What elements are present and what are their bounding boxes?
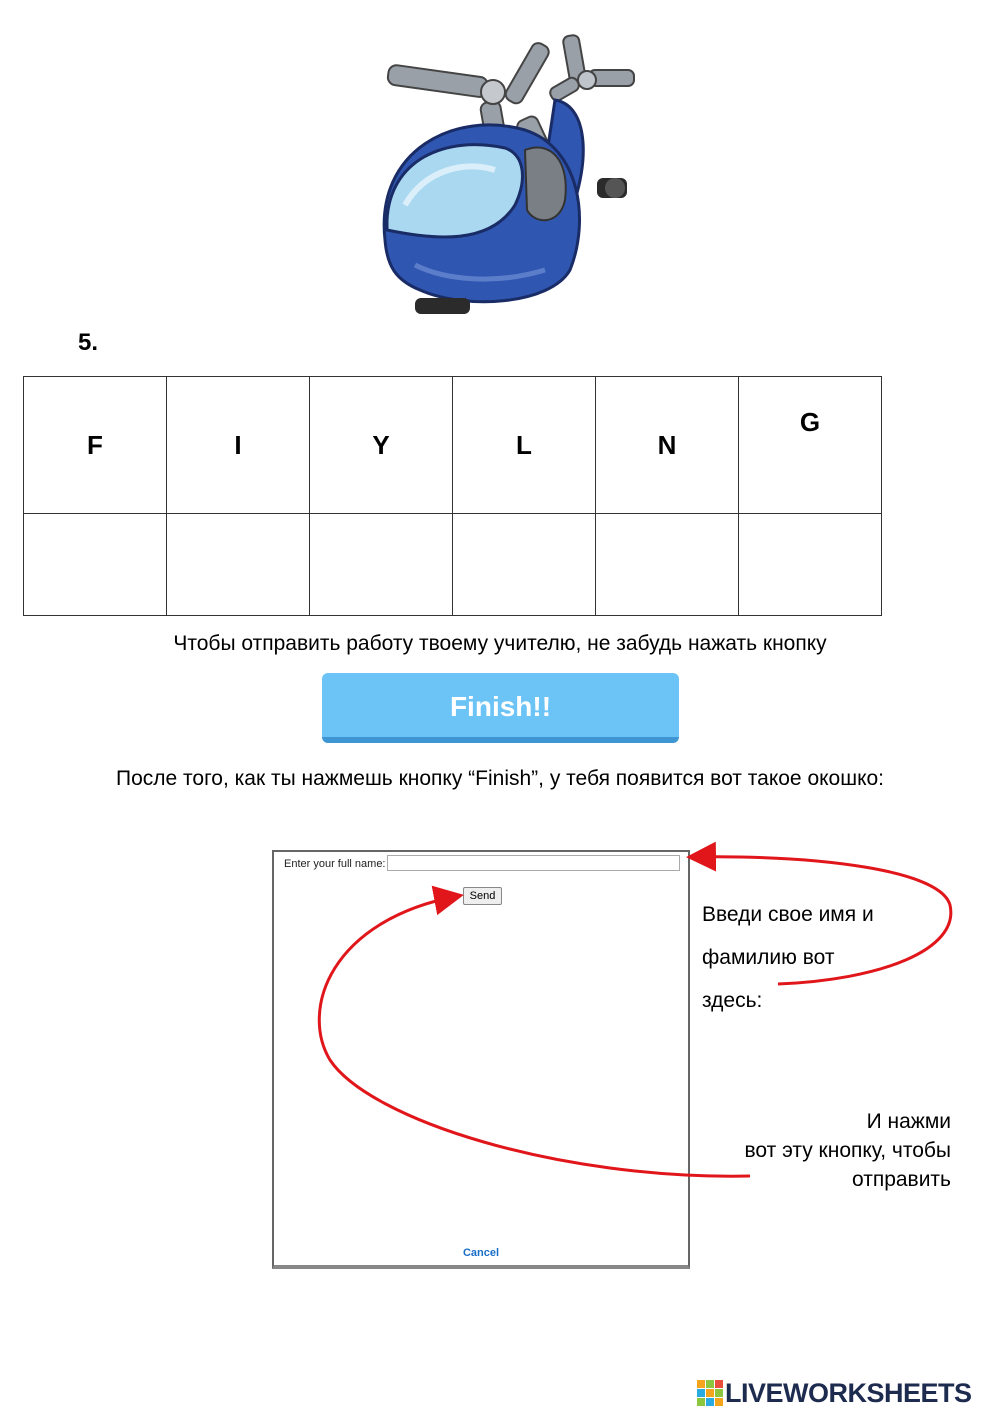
note-line: здесь:: [702, 989, 763, 1012]
question-number: 5.: [78, 329, 99, 356]
answer-cell[interactable]: [453, 514, 596, 616]
answer-input[interactable]: [457, 524, 591, 606]
letters-row: [24, 377, 882, 514]
finish-button[interactable]: Finish!!: [322, 673, 679, 743]
answer-cell[interactable]: [596, 514, 739, 616]
answer-cell[interactable]: [24, 514, 167, 616]
answer-cell[interactable]: [167, 514, 310, 616]
liveworksheets-brand: [697, 1375, 972, 1411]
name-label: Enter your full name:: [284, 858, 386, 870]
note-line: Введи свое имя и: [702, 903, 874, 926]
note-press-send: [700, 1107, 951, 1194]
instruction-after-finish: После того, как ты нажмешь кнопку “Finish”, у тебя появится вот такое окошко:: [115, 767, 885, 790]
note-line: фамилию вот: [702, 946, 835, 969]
answer-input[interactable]: [743, 524, 877, 606]
send-dialog-preview: [272, 850, 690, 1269]
liveworksheets-logo-icon: [697, 1380, 723, 1406]
letter-cell: L: [453, 377, 596, 514]
letter-cell: I: [167, 377, 310, 514]
answer-input[interactable]: [600, 524, 734, 606]
answer-input[interactable]: [314, 524, 448, 606]
letter-cell: F: [24, 377, 167, 514]
letter-grid: [23, 376, 882, 616]
letter-cell: Y: [310, 377, 453, 514]
answer-input[interactable]: [28, 524, 162, 606]
note-enter-name: [702, 893, 874, 1022]
cancel-link[interactable]: Cancel: [462, 1247, 500, 1259]
note-line: И нажми: [866, 1110, 951, 1133]
send-button[interactable]: Send: [463, 887, 502, 905]
instruction-send: Чтобы отправить работу твоему учителю, не забудь нажать кнопку: [173, 632, 827, 655]
brand-name: LIVEWORKSHEETS: [725, 1377, 972, 1408]
answer-input[interactable]: [171, 524, 305, 606]
answer-cell[interactable]: [310, 514, 453, 616]
note-line: вот эту кнопку, чтобы: [744, 1139, 951, 1162]
full-name-input[interactable]: [387, 855, 680, 871]
answers-row: [24, 514, 882, 616]
letter-cell: G: [739, 377, 882, 514]
answer-cell[interactable]: [739, 514, 882, 616]
letter-cell: N: [596, 377, 739, 514]
note-line: отправить: [851, 1168, 951, 1191]
helicopter-illustration: [375, 30, 645, 315]
